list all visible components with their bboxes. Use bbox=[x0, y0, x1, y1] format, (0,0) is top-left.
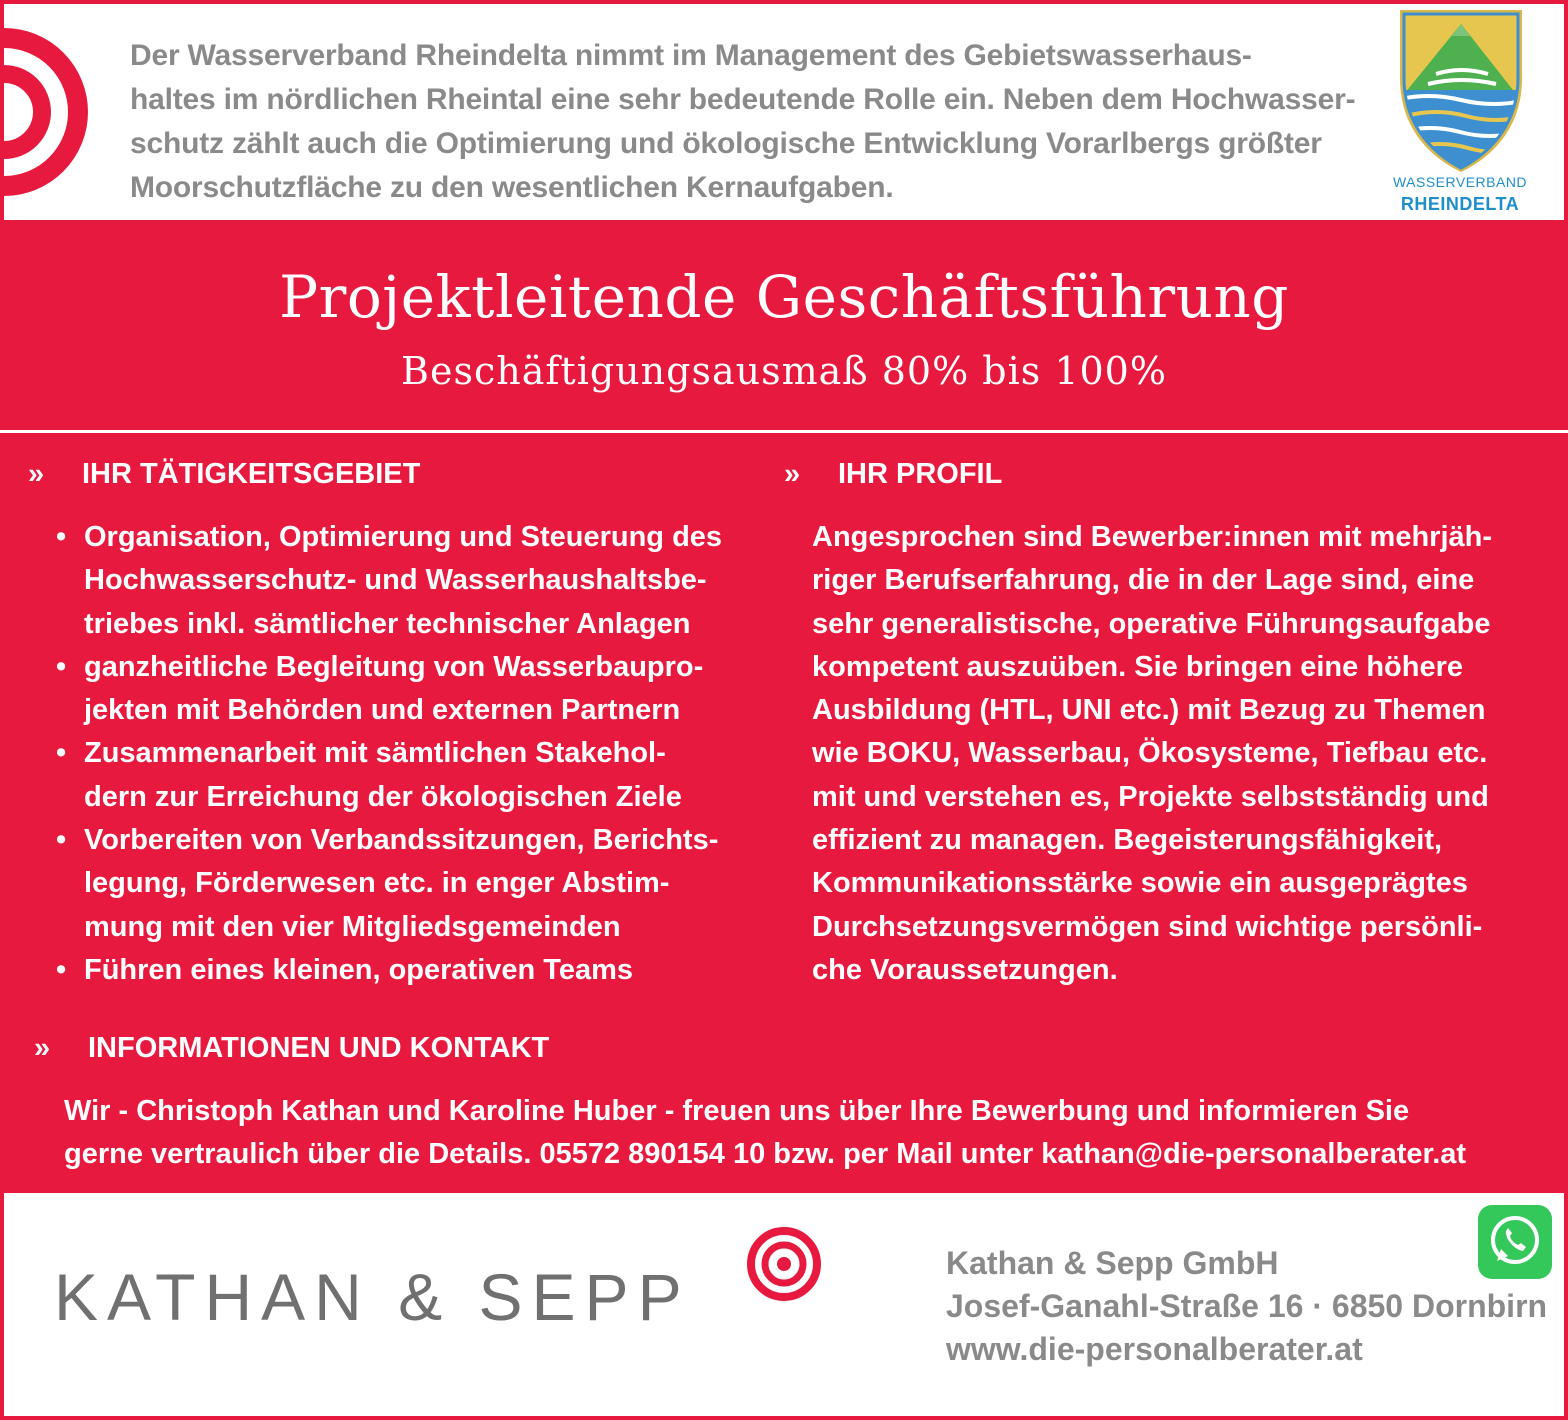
profile-line: riger Berufserfahrung, die in der Lage sind, eine bbox=[812, 564, 1475, 597]
list-item bbox=[56, 646, 786, 733]
bullet: • bbox=[56, 824, 67, 857]
list-item-line: Führen eines kleinen, operativen Teams bbox=[84, 953, 634, 986]
company-info bbox=[946, 1242, 1546, 1371]
contact-line: Wir - Christoph Kathan und Karoline Huber - freuen uns über Ihre Bewerbung und informieren Sie bbox=[64, 1095, 1410, 1127]
chevron-right-icon: » bbox=[34, 1032, 51, 1064]
intro-line: schutz zählt auch die Optimierung und ökologische Entwicklung Vorarlbergs größter bbox=[130, 127, 1322, 160]
profile-line: Ausbildung (HTL, UNI etc.) mit Bezug zu Themen bbox=[812, 694, 1486, 727]
profile-text bbox=[812, 516, 1552, 992]
company-website[interactable]: www.die-personalberater.at bbox=[946, 1331, 1363, 1367]
list-item-line: Vorbereiten von Verbandssitzungen, Berichts- bbox=[84, 824, 719, 857]
profile-line: Angesprochen sind Bewerber:innen mit mehrjäh- bbox=[812, 521, 1492, 553]
bullet: • bbox=[56, 521, 67, 553]
target-icon bbox=[746, 1226, 822, 1302]
list-item bbox=[56, 819, 786, 949]
intro-text bbox=[130, 34, 1380, 210]
target-arcs-icon bbox=[4, 26, 94, 198]
profile-line: wie BOKU, Wasserbau, Ökosysteme, Tiefbau etc. bbox=[812, 737, 1488, 770]
crest-label-top: WASSERVERBAND bbox=[1392, 174, 1528, 190]
list-item bbox=[56, 949, 786, 992]
contact-line: gerne vertraulich über die Details. 05572 890154 10 bzw. per Mail unter kathan@die-personalberater.at bbox=[64, 1138, 1467, 1170]
list-item-line: Hochwasserschutz- und Wasserhaushaltsbe- bbox=[84, 564, 707, 597]
list-item-line: mung mit den vier Mitgliedsgemeinden bbox=[84, 910, 621, 943]
job-title: Projektleitende Geschäftsführung bbox=[279, 263, 1289, 331]
activities-list bbox=[56, 516, 786, 992]
list-item bbox=[56, 732, 786, 819]
bullet: • bbox=[56, 650, 67, 683]
divider bbox=[0, 430, 1568, 433]
bullet: • bbox=[56, 953, 67, 986]
whatsapp-icon[interactable] bbox=[1478, 1205, 1552, 1279]
profile-line: sehr generalistische, operative Führungsaufgabe bbox=[812, 607, 1491, 640]
activities-heading-text: IHR TÄTIGKEITSGEBIET bbox=[82, 458, 421, 490]
profile-line: kompetent auszuüben. Sie bringen eine höhere bbox=[812, 650, 1463, 683]
company-address: Josef-Ganahl-Straße 16 · 6850 Dornbirn bbox=[946, 1288, 1548, 1324]
profile-line: Durchsetzungsvermögen sind wichtige persönli- bbox=[812, 910, 1483, 943]
list-item bbox=[56, 516, 786, 646]
crest-label-bottom: RHEINDELTA bbox=[1400, 194, 1520, 214]
list-item-line: triebes inkl. sämtlicher technischer Anlagen bbox=[84, 607, 691, 640]
list-item-line: jekten mit Behörden und externen Partnern bbox=[84, 694, 681, 727]
list-item-line: Zusammenarbeit mit sämtlichen Stakehol- bbox=[84, 737, 666, 770]
intro-band bbox=[4, 4, 1564, 220]
brand-logo: KATHAN & SEPP bbox=[54, 1260, 691, 1334]
contact-heading-text: INFORMATIONEN UND KONTAKT bbox=[88, 1032, 550, 1064]
bullet: • bbox=[56, 737, 67, 770]
profile-line: che Voraussetzungen. bbox=[812, 953, 1118, 986]
profile-heading-text: IHR PROFIL bbox=[838, 458, 1003, 490]
list-item-line: ganzheitliche Begleitung von Wasserbaupro- bbox=[84, 650, 704, 683]
job-subtitle: Beschäftigungsausmaß 80% bis 100% bbox=[401, 349, 1167, 393]
intro-line: haltes im nördlichen Rheintal eine sehr bedeutende Rolle ein. Neben dem Hochwasser- bbox=[130, 83, 1356, 116]
chevron-right-icon: » bbox=[784, 458, 801, 490]
list-item-line: Organisation, Optimierung und Steuerung des bbox=[84, 521, 723, 553]
contact-heading bbox=[34, 1030, 549, 1066]
profile-line: effizient zu managen. Begeisterungsfähigkeit, bbox=[812, 824, 1443, 857]
contact-text bbox=[64, 1090, 1554, 1176]
rheindelta-crest-icon bbox=[1396, 8, 1526, 172]
company-name: Kathan & Sepp GmbH bbox=[946, 1245, 1279, 1281]
intro-line: Moorschutzfläche zu den wesentlichen Kernaufgaben. bbox=[130, 171, 894, 204]
profile-heading bbox=[784, 456, 1002, 492]
intro-line: Der Wasserverband Rheindelta nimmt im Management des Gebietswasserhaus- bbox=[130, 39, 1252, 72]
activities-heading bbox=[28, 456, 420, 492]
list-item-line: legung, Förderwesen etc. in enger Abstim- bbox=[84, 867, 670, 900]
chevron-right-icon: » bbox=[28, 458, 45, 490]
list-item-line: dern zur Erreichung der ökologischen Ziele bbox=[84, 780, 682, 813]
profile-line: Kommunikationsstärke sowie ein ausgeprägtes bbox=[812, 867, 1468, 900]
profile-line: mit und verstehen es, Projekte selbstständig und bbox=[812, 780, 1489, 813]
